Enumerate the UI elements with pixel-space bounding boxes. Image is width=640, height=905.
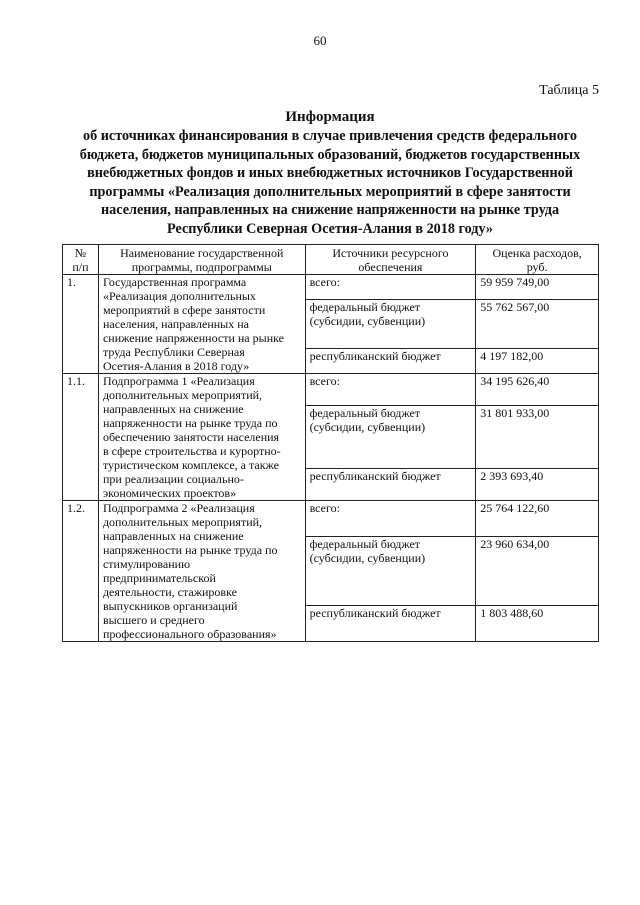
source-label: республиканский бюджет [305,606,476,642]
page-number: 60 [313,33,327,48]
financing-table [62,244,599,642]
table-row [63,275,599,300]
header-sources: Источники ресурсного обеспечения [305,245,476,275]
heading-title: Информация [285,109,375,125]
table-label: Таблица 5 [539,83,599,98]
row-number: 1.1. [63,374,99,501]
source-label: всего: [305,275,476,300]
source-label: республиканский бюджет [305,468,476,500]
header-estimate: Оценка расходов, руб. [476,245,599,275]
source-amount: 4 197 182,00 [476,348,599,373]
source-amount: 23 960 634,00 [476,536,599,605]
source-amount: 31 801 933,00 [476,406,599,468]
header-name: Наименование государственной программы, подпрограммы [98,245,305,275]
source-label: всего: [305,374,476,406]
source-label: федеральный бюджет (субсидии, субвенции) [305,406,476,468]
row-number: 1.2. [63,501,99,642]
heading-subtitle-line: бюджета, бюджетов муниципальных образований, бюджетов государственных [79,146,581,163]
source-label: республиканский бюджет [305,348,476,373]
program-name: Подпрограмма 1 «Реализация дополнительных мероприятий, направленных на снижение напряженности на рынке труда по обеспечению занятости населения в сфере строительства и курортно- туристическом комплексе, а также при реализации социально- экономических проектов» [98,374,305,501]
document-heading [52,108,608,238]
heading-subtitle-line: Республики Северная Осетия-Алания в 2018 году» [167,220,493,237]
row-number: 1. [63,275,99,374]
heading-subtitle-line: внебюджетных фондов и иных внебюджетных источников Государственной [87,165,573,181]
source-label: федеральный бюджет (субсидии, субвенции) [305,536,476,605]
table-row [63,501,599,537]
source-amount: 34 195 626,40 [476,374,599,406]
source-label: всего: [305,501,476,537]
table-header-row [63,245,599,275]
source-amount: 25 764 122,60 [476,501,599,537]
header-num: № п/п [63,245,99,275]
heading-subtitle-line: об источниках финансирования в случае привлечения средств федерального [83,128,577,144]
program-name: Государственная программа «Реализация дополнительных мероприятий в сфере занятости населения, направленных на снижение напряженности на рынке труда Республики Северная Осетия-Алания в 2018 году» [98,275,305,374]
program-name: Подпрограмма 2 «Реализация дополнительных мероприятий, направленных на снижение напряженности на рынке труда по стимулированию предпринимательской деятельности, стажировке выпускников организаций высшего и среднего профессионального образования» [98,501,305,642]
source-amount: 59 959 749,00 [476,275,599,300]
heading-subtitle-line: программы «Реализация дополнительных мероприятий в сфере занятости [89,183,571,200]
source-label: федеральный бюджет (субсидии, субвенции) [305,300,476,349]
heading-subtitle [52,127,608,238]
table-row [63,374,599,406]
source-amount: 1 803 488,60 [476,606,599,642]
source-amount: 55 762 567,00 [476,300,599,349]
heading-subtitle-line: населения, направленных на снижение напряженности на рынке труда [100,202,560,218]
source-amount: 2 393 693,40 [476,468,599,500]
